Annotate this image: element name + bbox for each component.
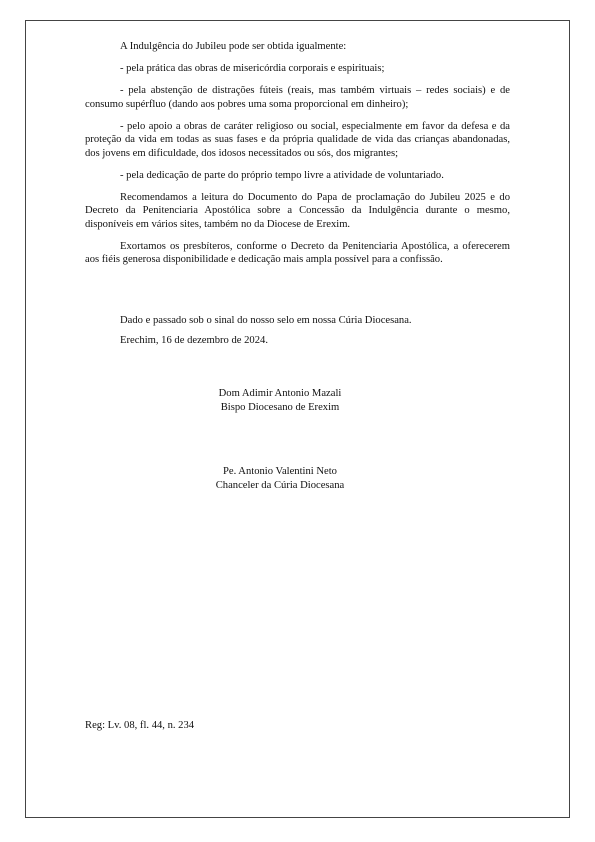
- document-body: [85, 40, 510, 275]
- signature-name: Dom Adimir Antonio Mazali: [218, 388, 342, 399]
- signature-bishop: [130, 387, 430, 415]
- paragraph-item-volunteering: - pela dedicação de parte do próprio tempo livre a atividade de voluntariado.: [120, 169, 444, 181]
- registry-reference: Reg: Lv. 08, fl. 44, n. 234: [85, 720, 195, 731]
- paragraph-item-abstention: - pela abstenção de distrações fúteis (reais, mas também virtuais – redes sociais) e de consumo supérfluo (dando aos pobres uma soma proporcional em dinheiro);: [85, 85, 510, 110]
- paragraph-intro: A Indulgência do Jubileu pode ser obtida igualmente:: [120, 41, 347, 52]
- signature-chancellor: [130, 465, 430, 493]
- signature-title: Bispo Diocesano de Erexim: [220, 402, 340, 413]
- paragraph-item-mercy: - pela prática das obras de misericórdia corporais e espirituais;: [120, 63, 385, 74]
- place-date: Erechim, 16 de dezembro de 2024.: [120, 335, 268, 346]
- paragraph-recommendation: Recomendamos a leitura do Documento do Papa de proclamação do Jubileu 2025 e do Decreto da Penitenciaria Apostólica sobre a Concessão da Indulgência durante o mesmo, disponíveis em vários sites, também no da Diocese de Erexim.: [85, 191, 510, 230]
- paragraph-item-support: - pelo apoio a obras de caráter religioso ou social, especialmente em favor da defesa e da proteção da vida em todas as suas fases e da própria qualidade de vida das crianças abandonadas, dos jovens em dificuldade, dos idosos necessitados ou sós, dos migrantes;: [85, 120, 510, 159]
- closing-line: Dado e passado sob o sinal do nosso selo em nossa Cúria Diocesana.: [120, 315, 412, 326]
- signature-name: Pe. Antonio Valentini Neto: [223, 466, 337, 477]
- signature-title: Chanceler da Cúria Diocesana: [215, 480, 345, 491]
- paragraph-exhortation: Exortamos os presbíteros, conforme o Decreto da Penitenciaria Apostólica, a oferecerem aos fiéis generosa disponibilidade e dedicação mais ampla possível para a confissão.: [85, 240, 510, 265]
